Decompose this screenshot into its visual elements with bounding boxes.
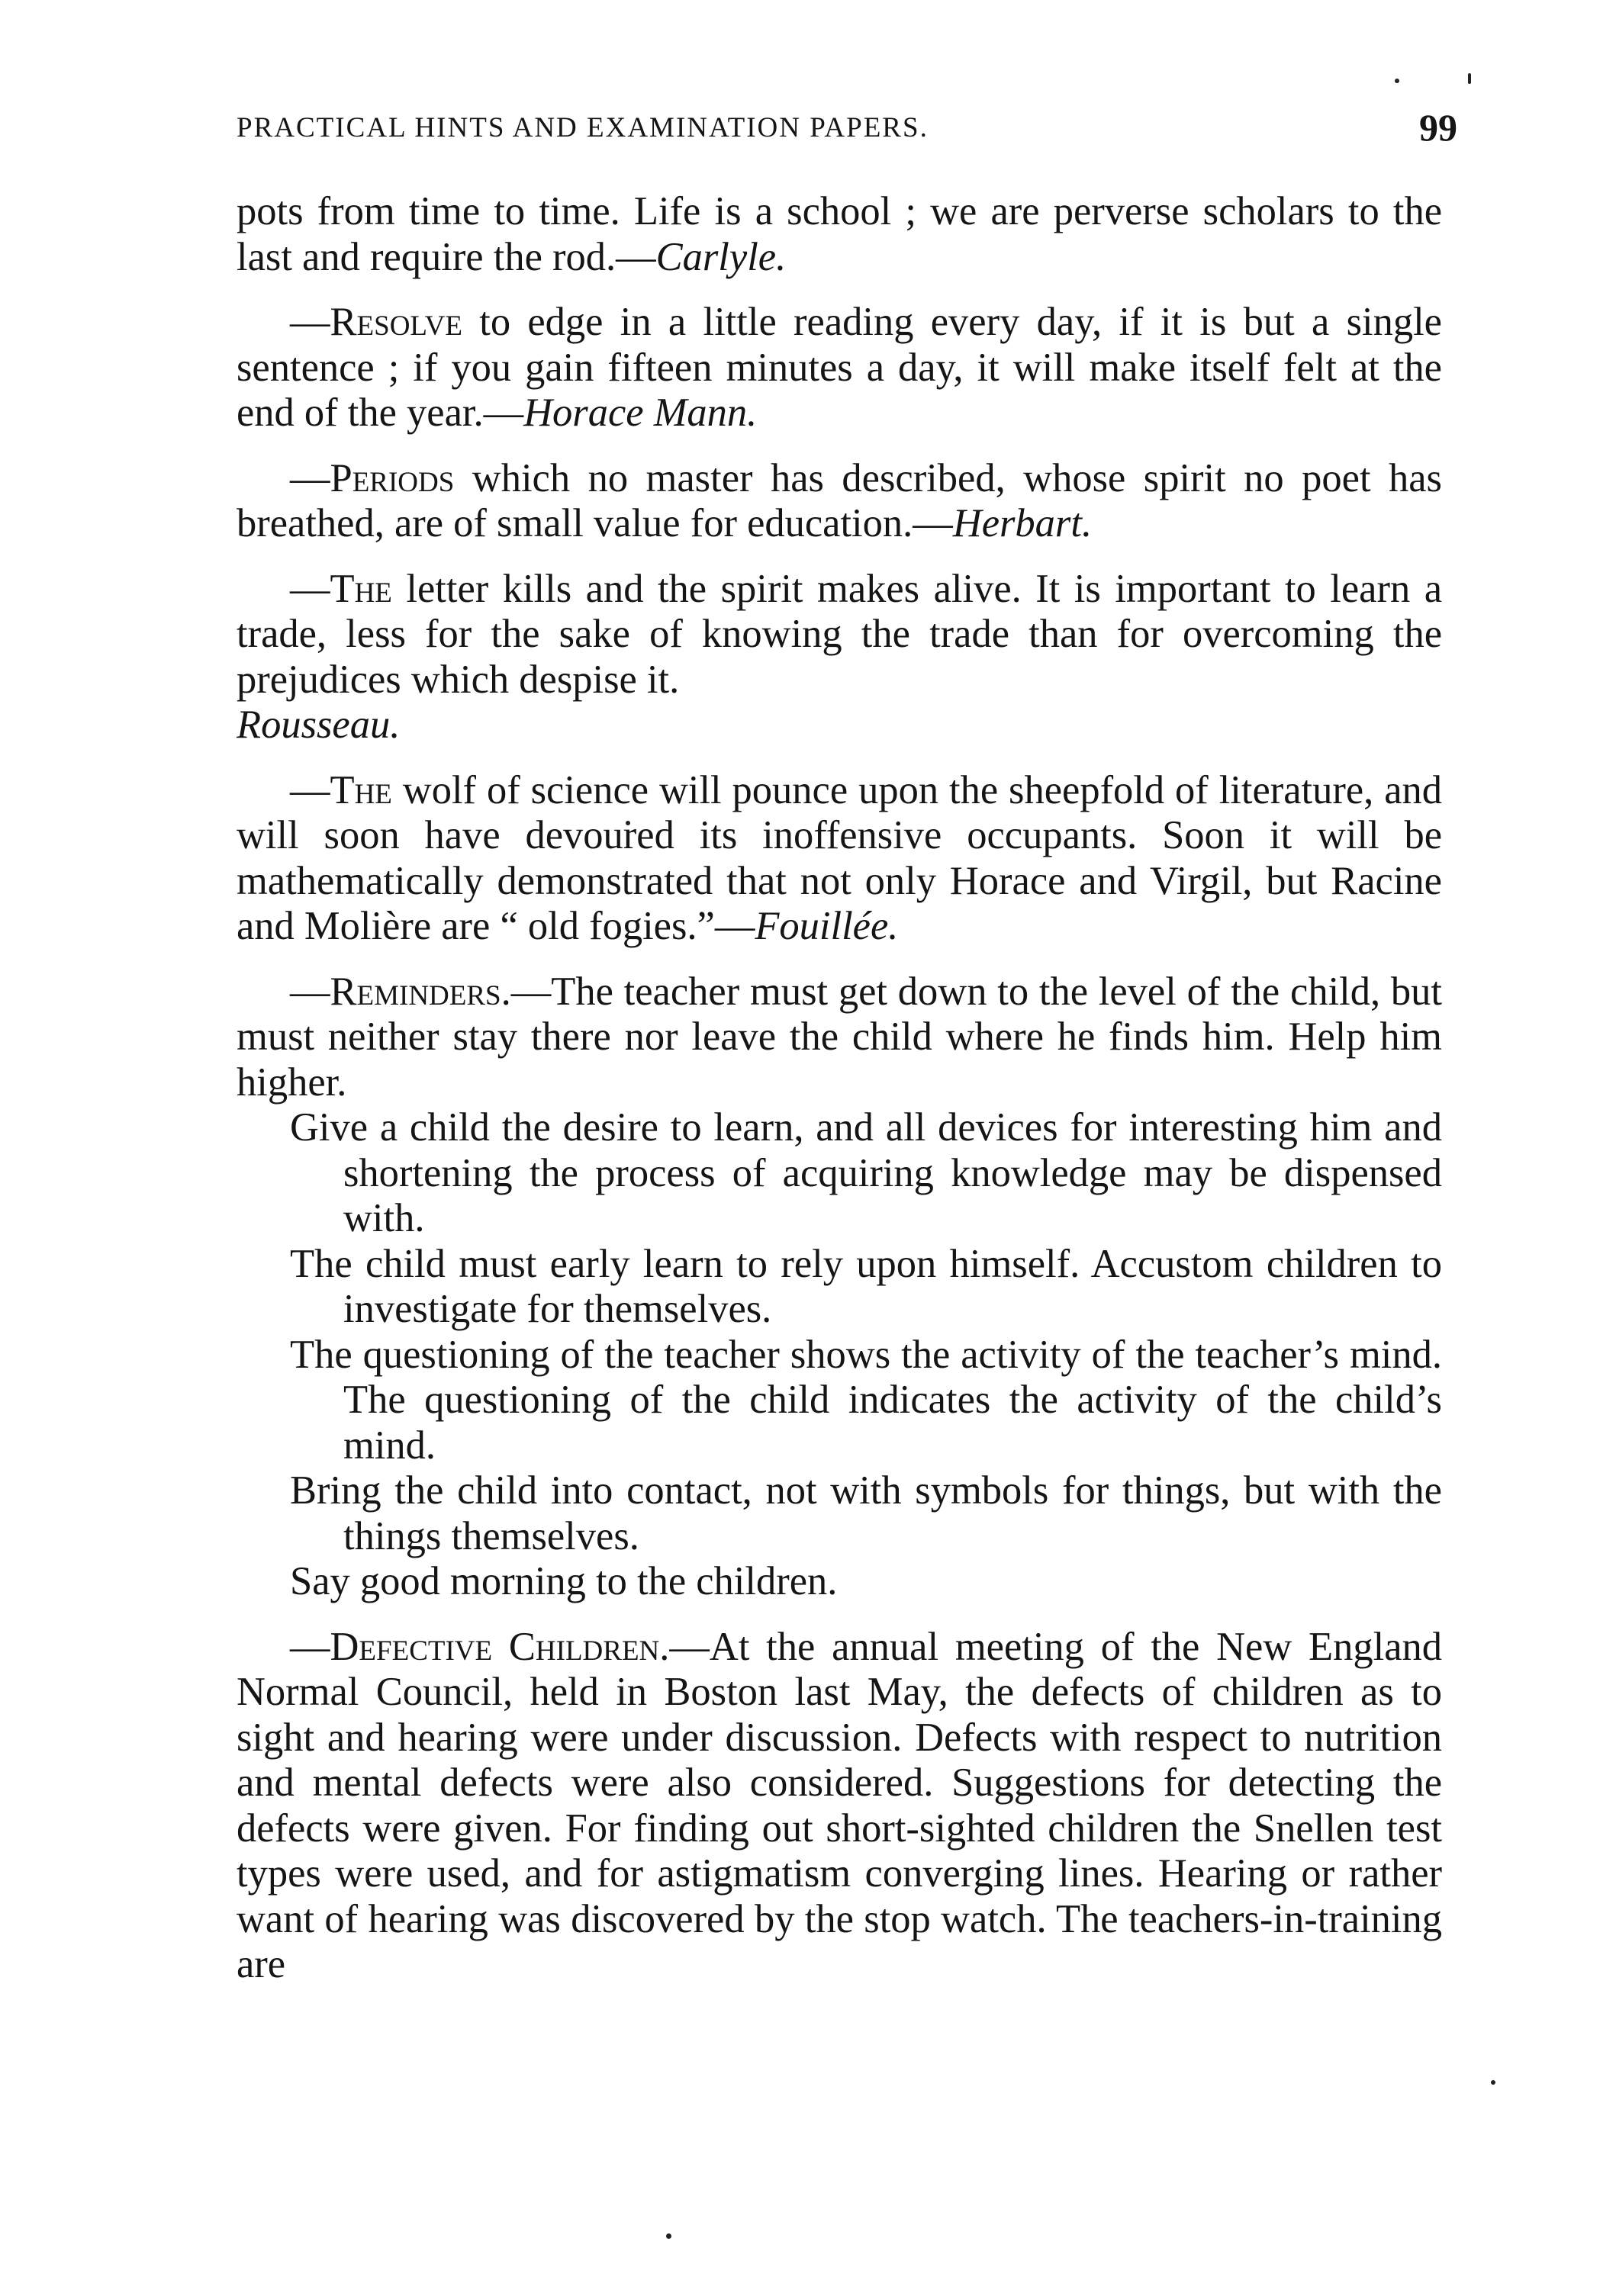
author-attribution: Fouillée.	[755, 904, 899, 948]
reminder-list	[237, 1105, 1442, 1605]
paragraph-text: —At the annual meeting of the New England Normal Council, held in Boston last May, the defects of children as to sight and hearing were under discussion. Defects with respect to nutrition and mental defects were also considered. Suggestions for detecting the defects were given. For finding out short-sighted children the Snellen test types were used, and for astigmatism converging lines. Hearing or rather want of hearing was discovered by the stop watch. The teachers-in-training are	[237, 1624, 1442, 1986]
paragraph-lead: —Defective Children.	[290, 1624, 670, 1669]
paragraph-defective-children	[237, 1625, 1442, 1988]
print-speck	[1468, 73, 1471, 84]
reminder-item: The questioning of the teacher shows the activity of the teacher’s mind. The questioning of the child indicates the activity of the child’s mind.	[290, 1332, 1442, 1468]
page-header	[237, 105, 1457, 151]
paragraph-lead: —Reminders.	[290, 969, 511, 1014]
page-number: 99	[1419, 106, 1457, 149]
author-attribution: Herbart.	[952, 501, 1093, 545]
author-attribution: Rousseau.	[237, 703, 401, 747]
paragraph-lead: —Periods	[290, 455, 455, 500]
paragraph-reminders	[237, 970, 1442, 1106]
paragraph-text: which no master has described, whose spirit no poet has breathed, are of small value for education.—	[237, 455, 1442, 545]
page-body	[237, 189, 1442, 1988]
paragraph-letter-kills	[237, 567, 1442, 748]
print-speck	[666, 2233, 671, 2239]
print-speck	[1395, 79, 1399, 83]
paragraph-text: to edge in a little reading every day, if it is but a single sentence ; if you gain fifteen minutes a day, it will make itself felt at the end of the year.—	[237, 300, 1442, 435]
author-attribution: Horace Mann.	[523, 391, 758, 435]
reminder-item: The child must early learn to rely upon himself. Accustom children to investigate for themselves.	[290, 1241, 1442, 1331]
reminder-item: Bring the child into contact, not with symbols for things, but with the things themselves.	[290, 1468, 1442, 1558]
paragraph-text: wolf of science will pounce upon the sheepfold of literature, and will soon have devoured its inoffensive occupants. Soon it will be mathematically demonstrated that not only Horace and Virgil, but Racine and Molière are “ old fogies.”—	[237, 767, 1442, 948]
paragraph-periods	[237, 456, 1442, 547]
reminder-item: Say good morning to the children.	[290, 1559, 838, 1603]
paragraph-text: —The teacher must get down to the level of the child, but must neither stay there nor leave the child where he finds him. Help him higher.	[237, 969, 1442, 1105]
author-attribution: Carlyle.	[655, 234, 787, 279]
running-title: PRACTICAL HINTS AND EXAMINATION PAPERS.	[237, 112, 929, 143]
paragraph-resolve	[237, 300, 1442, 436]
print-speck	[1491, 2080, 1495, 2085]
paragraph-lead: —The	[290, 767, 392, 812]
paragraph-lead: —Resolve	[290, 300, 462, 344]
paragraph-text: letter kills and the spirit makes alive. It is important to learn a trade, less for the sake of knowing the trade than for overcoming the prejudices which despise it.	[237, 566, 1442, 702]
reminder-item: Give a child the desire to learn, and all devices for interesting him and shortening the process of acquiring knowledge may be dispensed with.	[290, 1105, 1442, 1240]
paragraph-carlyle	[237, 189, 1442, 280]
paragraph-text: pots from time to time. Life is a school ; we are perverse scholars to the last and require the rod.—	[237, 189, 1442, 279]
paragraph-wolf-of-science	[237, 768, 1442, 950]
paragraph-lead: —The	[290, 566, 392, 611]
